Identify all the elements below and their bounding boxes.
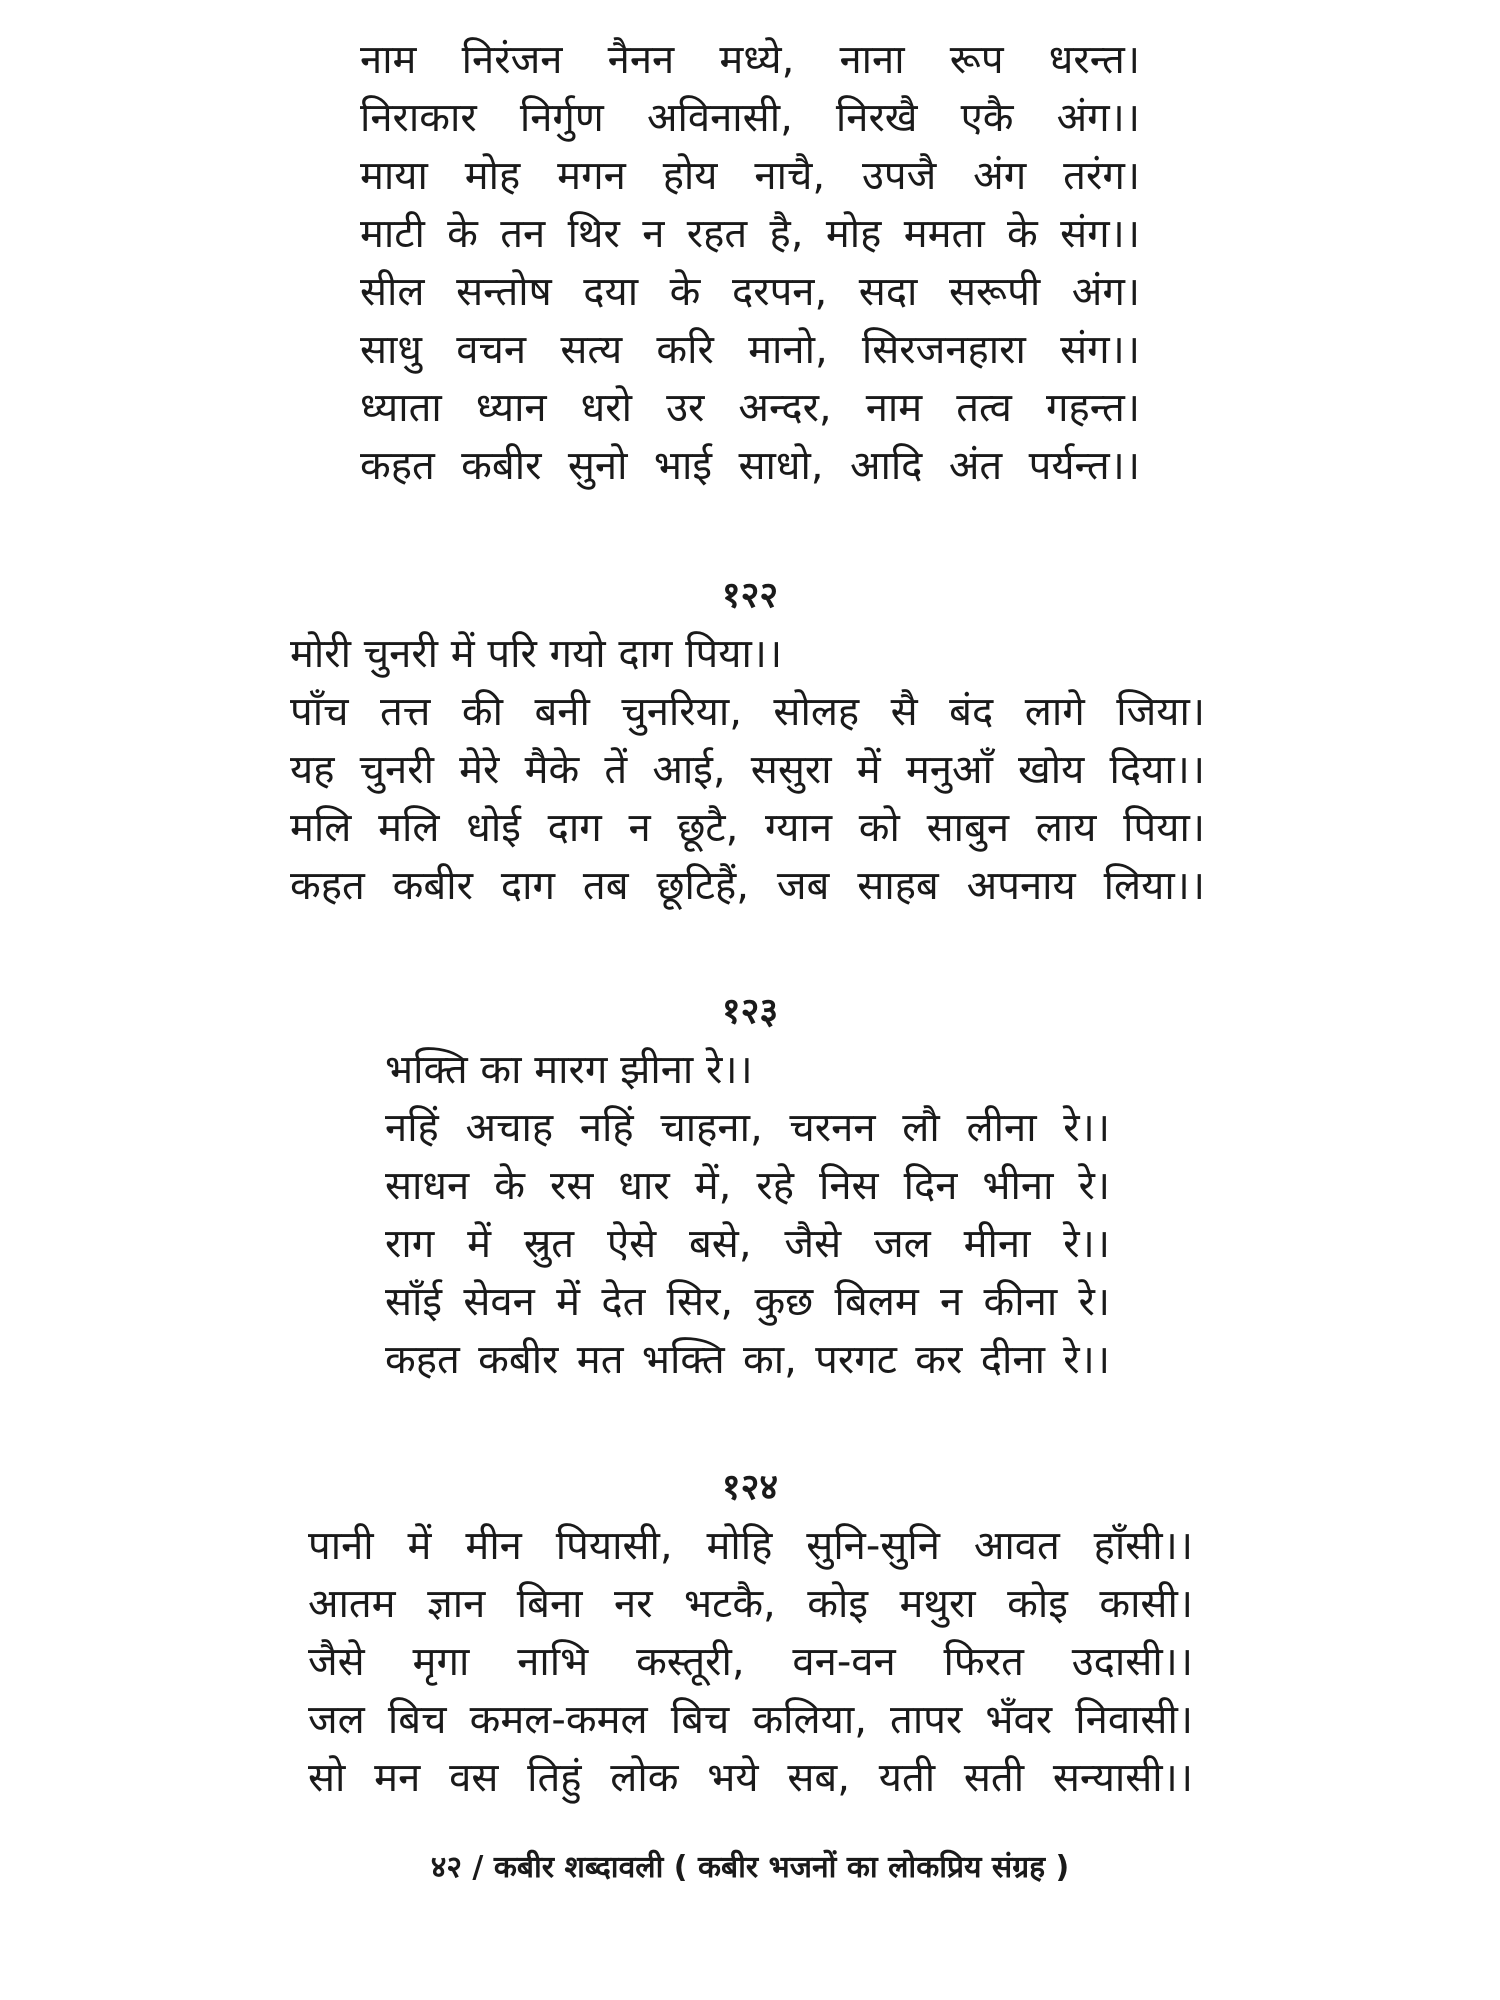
verse-line: ध्याता ध्यान धरो उर अन्दर, नाम तत्व गहन्त। — [360, 385, 1140, 431]
verse-line: मलि मलि धोई दाग न छूटै, ग्यान को साबुन लाय पिया। — [290, 805, 1205, 851]
verse-line: सो मन वस तिहुं लोक भये सब, यती सती सन्यासी।। — [308, 1755, 1193, 1801]
verse-line: साँई सेवन में देत सिर, कुछ बिलम न कीना रे। — [385, 1279, 1110, 1325]
verse-line: जैसे मृगा नाभि कस्तूरी, वन-वन फिरत उदासी।। — [308, 1639, 1193, 1685]
verse-line: माटी के तन थिर न रहत है, मोह ममता के संग।। — [360, 211, 1140, 257]
page-footer: ४२ / कबीर शब्दावली ( कबीर भजनों का लोकप्रिय संग्रह ) — [430, 1850, 1070, 1885]
verse-line: साधन के रस धार में, रहे निस दिन भीना रे। — [385, 1163, 1110, 1209]
verse-line: कहत कबीर दाग तब छूटिहैं, जब साहब अपनाय लिया।। — [290, 863, 1205, 909]
verse-line: आतम ज्ञान बिना नर भटकै, कोइ मथुरा कोइ कासी। — [308, 1581, 1193, 1627]
verse-refrain: मोरी चुनरी में परि गयो दाग पिया।। — [290, 631, 783, 677]
poem-number: १२२ — [721, 575, 779, 616]
verse-line: पानी में मीन पियासी, मोहि सुनि-सुनि आवत हाँसी।। — [308, 1523, 1193, 1569]
verse-line: नाम निरंजन नैनन मध्ये, नाना रूप धरन्त। — [360, 37, 1140, 83]
verse-line: राग में स्रुत ऐसे बसे, जैसे जल मीना रे।। — [385, 1221, 1110, 1267]
verse-line: यह चुनरी मेरे मैके तें आई, ससुरा में मनुआँ खोय दिया।। — [290, 747, 1205, 793]
verse-line: कहत कबीर सुनो भाई साधो, आदि अंत पर्यन्त।। — [360, 443, 1140, 489]
poem-number: १२३ — [721, 991, 779, 1032]
verse-refrain: भक्ति का मारग झीना रे।। — [385, 1047, 753, 1093]
verse-line: साधु वचन सत्य करि मानो, सिरजनहारा संग।। — [360, 327, 1140, 373]
verse-line: जल बिच कमल-कमल बिच कलिया, तापर भँवर निवासी। — [308, 1697, 1193, 1743]
verse-line: निराकार निर्गुण अविनासी, निरखै एकै अंग।। — [360, 95, 1140, 141]
poem-number: १२४ — [721, 1467, 779, 1508]
verse-line: कहत कबीर मत भक्ति का, परगट कर दीना रे।। — [385, 1337, 1110, 1383]
verse-line: नहिं अचाह नहिं चाहना, चरनन लौ लीना रे।। — [385, 1105, 1110, 1151]
verse-line: माया मोह मगन होय नाचै, उपजै अंग तरंग। — [360, 153, 1140, 199]
verse-line: पाँच तत्त की बनी चुनरिया, सोलह सै बंद लागे जिया। — [290, 689, 1205, 735]
verse-line: सील सन्तोष दया के दरपन, सदा सरूपी अंग। — [360, 269, 1140, 315]
